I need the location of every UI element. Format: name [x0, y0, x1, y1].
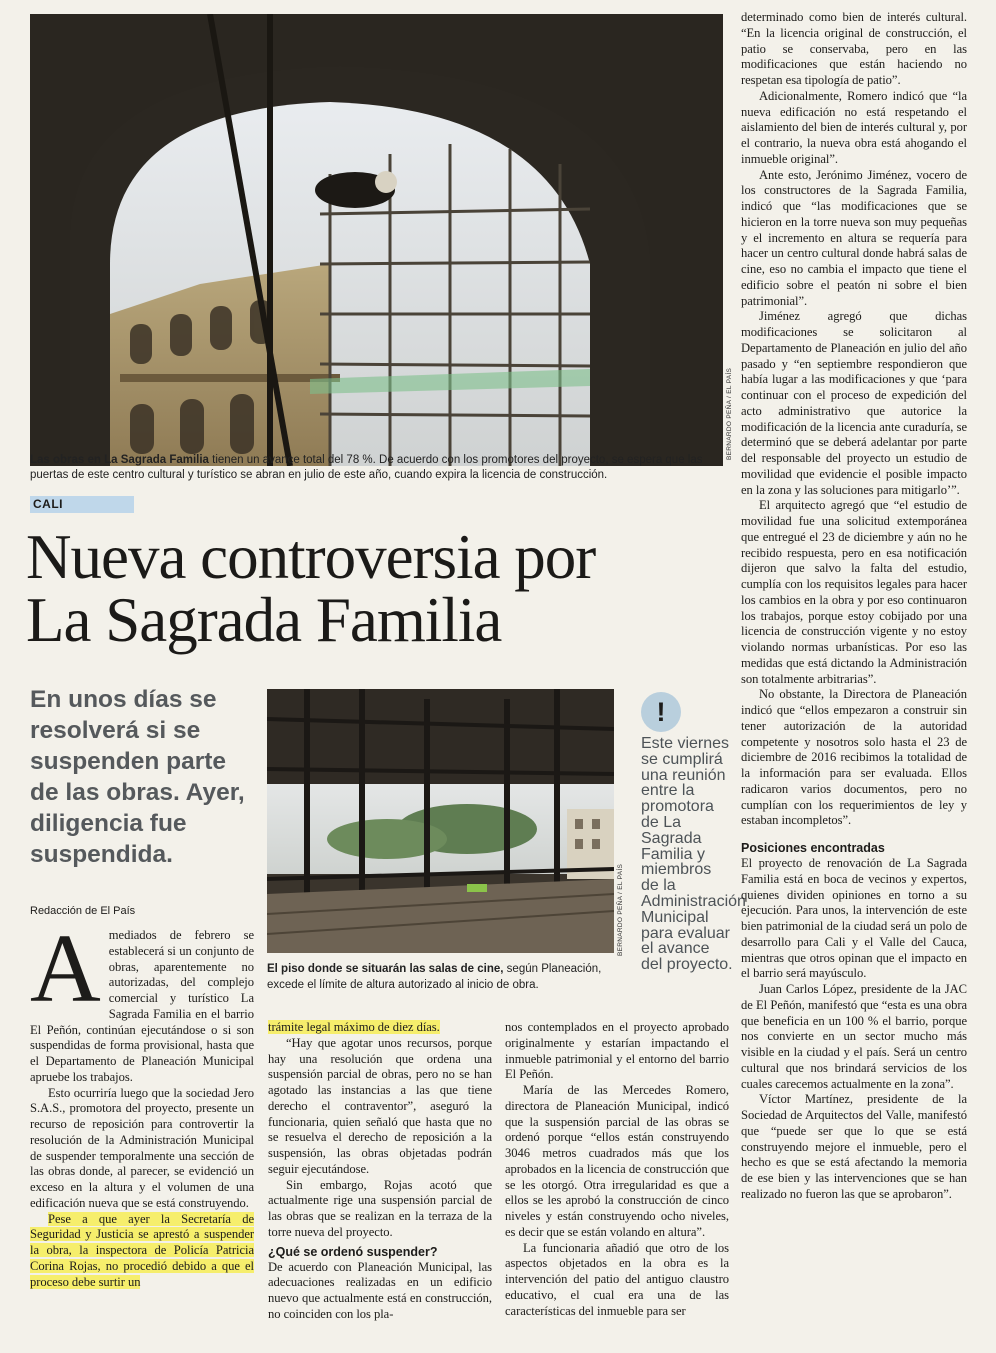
col1-paragraph-3: Pese a que ayer la Secretaría de Seguridad y Justicia se aprestó a suspender la obra, la inspectora de Policía Patricia Corina Rojas, no procedió debido a que el proceso debe surtir un	[30, 1211, 254, 1289]
col3-paragraph-3: La funcionaria añadió que otro de los aspectos objetados en la obra es la intervención del patio del antiguo claustro educativo, el cual era una de las características del inmueble para ser	[505, 1240, 729, 1318]
col4-paragraph-1: determinado como bien de interés cultural. “En la licencia original de construcción, el patio se conservaba, pero en las modificaciones que están haciendo no respetan esa tipología de patio”.	[741, 10, 967, 87]
dropcap: A	[30, 915, 101, 1023]
col4-paragraph-3: Ante esto, Jerónimo Jiménez, vocero de los constructores de la Sagrada Familia, indicó que “las modificaciones que se hicieron en la torre nueva son muy pequeñas y el incremento en altura se requería para hacer un centro cultural donde habrá salas de cine, eso no cambia el impacto que tiene el edificio sobre el peatón ni sobre el bien patrimonial”.	[741, 167, 967, 308]
article-column-4	[741, 10, 967, 1203]
col2-paragraph-3: Sin embargo, Rojas acotó que actualmente rige una suspensión parcial de las obras que se realizan en la terraza de la torre nueva del proyecto.	[268, 1177, 492, 1239]
col4-subhead: Posiciones encontradas	[741, 841, 885, 855]
byline: Redacción de El País	[30, 905, 136, 917]
construction-arch-illustration	[30, 14, 723, 466]
second-photo	[267, 689, 614, 953]
col3-paragraph-2: María de las Mercedes Romero, directora de Planeación Municipal, indicó que la suspensión parcial de las obras se ordenó porque “ellos están construyendo 3046 metros cuadrados más que los aprobados en la licencia de construcción que se les otorgó. Otra irregularidad es que a ellos se les aprobó la construcción de cinco niveles y están construyendo ocho niveles, es decir que se están volando en altura”.	[505, 1083, 729, 1239]
second-photo-credit: BERNARDO PEÑA / EL PAÍS	[617, 863, 624, 956]
top-photo-caption	[30, 453, 730, 483]
sidebar-note-text: Este viernes se cumplirá una reunión entre la promotora de La Sagrada Familia y miembros de la Administración Municipal para evaluar el avance del proyecto.	[641, 735, 746, 974]
second-photo-caption-bold: El piso donde se situarán las salas de cine,	[267, 963, 504, 975]
article-column-3	[505, 1020, 729, 1319]
section-label: CALI	[33, 497, 63, 511]
article-column-2	[268, 1020, 492, 1323]
article-column-1	[30, 915, 254, 1290]
col4-paragraph-6: No obstante, la Directora de Planeación indicó que “ellos empezaron a construir sin tener autorización de la autoridad competente y nosotros solo hasta el 23 de diciembre de 2016 recibimos la totalidad de la información para ser evaluada. Ellos radicaron varios documentos, pero no cumplían con los requerimientos de ley y estaban incompletos”.	[741, 687, 967, 828]
col4-paragraph-2: Adicionalmente, Romero indicó que “la nueva edificación no está respetando el aislamiento del bien de interés cultural y, por el contrario, la nueva obra está ahogando el inmueble original”.	[741, 88, 967, 166]
col4-paragraph-7: El proyecto de renovación de La Sagrada Familia está en boca de vecinos y expertos, quienes dividen opiniones en torno a su ejecución. Para unos, la intervención de este bien patrimonial de la ciudad será un polo de desarrollo para Cali y el Valle del Cauca, mientras que otros opinan que el impacto en el barrio será mayúsculo.	[741, 856, 967, 981]
col1-paragraph-2: Esto ocurriría luego que la sociedad Jero S.A.S., promotora del proyecto, presente un recurso de reposición para controvertir la resolución de la Administración Municipal de suspender temporalmente una sección de las obras donde, al parecer, se evidenció un exceso en la altura y el volumen de una edificación nueva que se está construyendo.	[30, 1085, 254, 1210]
col2-paragraph-2: “Hay que agotar unos recursos, porque hay una resolución que ordena una suspensión parcial de obras, pero no se han agotado las instancias a las que tiene derecho el contraventor”, aseguró la funcionaria, quien señaló que hasta que no se resuelva el derecho de reposición a la suspensión, las obras objetadas podrán seguir ejecutándose.	[268, 1035, 492, 1176]
col2-paragraph-1: trámite legal máximo de diez días.	[268, 1020, 440, 1034]
col1-paragraph-1: mediados de febrero se establecerá si un conjunto de obras, aparentemente no autorizadas, del complejo comercial y turístico La Sagrada Familia en el barrio El Peñón, continúan ejecutándose o si son suspendidas de forma provisional, hasta que el Departamento de Planeación Municipal apruebe los trabajos.	[30, 928, 254, 1084]
second-photo-caption	[267, 962, 612, 993]
headline-line-2: La Sagrada Familia	[26, 585, 502, 655]
top-photo-credit: BERNARDO PEÑA / EL PAÍS	[726, 367, 733, 460]
col4-paragraph-5: El arquitecto agregó que “el estudio de movilidad fue una solicitud extemporánea que entregué el 23 de diciembre y aún no he recibido respuesta, pero en esa notificación dijeron que salvo la falta del estudio, cumplía con los requisitos legales para hacer los cambios en la obra y por eso continuaron los trabajos, porque estoy cobijado por una licencia de construcción vigente y no estoy violando normas urbanísticas. Por eso las medidas que está dictando la Administración son totalmente arbitrarias”.	[741, 498, 967, 686]
top-photo-caption-text: tienen un avance total del 78 %. De acuerdo con los promotores del proyecto, se espera que las puertas de este centro cultural y turístico se abran en julio de este año, cuando expira la licencia de construcción.	[30, 454, 703, 481]
col2-paragraph-4: De acuerdo con Planeación Municipal, las adecuaciones realizadas en un edificio nuevo que actualmente está en construcción, no coinciden con los pla-	[268, 1259, 492, 1321]
col1-paragraph-3-wrap	[30, 1212, 254, 1291]
deck: En unos días se resolverá si se suspenden parte de las obras. Ayer, diligencia fue suspendida.	[30, 686, 245, 868]
top-photo	[30, 14, 723, 466]
exclamation-icon	[641, 692, 681, 732]
top-photo-caption-bold: Las obras en La Sagrada Familia	[30, 454, 209, 466]
headline	[26, 522, 596, 655]
headline-line-1: Nueva controversia por	[26, 522, 596, 592]
col2-paragraph-1-wrap	[268, 1020, 492, 1036]
col4-paragraph-9: Víctor Martínez, presidente de la Sociedad de Arquitectos del Valle, manifestó que “puede ser que lo que se está construyendo mejore el inmueble, pero el hecho es que se está afectando la memoria de ese bien y las intervenciones que se han realizado no fueron las que se aprobaron”.	[741, 1092, 967, 1201]
col3-paragraph-1: nos contemplados en el proyecto aprobado originalmente y estarían impactando el inmueble patrimonial y el entorno del barrio El Peñón.	[505, 1020, 729, 1082]
second-photo-caption-text: según Planeación, excede el límite de altura autorizado al inicio de obra.	[267, 963, 602, 991]
col4-paragraph-8: Juan Carlos López, presidente de la JAC de El Peñón, manifestó que “esta es una obra que beneficia en un 100 % el barrio, porque nos convierte en un sector mucho más visible en la ciudad y el país. Será un centro cultural que nos brindará servicios de los cuales carecemos actualmente en la zona”.	[741, 982, 967, 1091]
col2-subhead: ¿Qué se ordenó suspender?	[268, 1244, 438, 1259]
exclamation-glyph: !	[656, 697, 666, 727]
steel-frame-floor-illustration	[267, 689, 614, 953]
col4-paragraph-4: Jiménez agregó que dichas modificaciones se solicitaron al Departamento de Planeación en julio del año pasado y “en septiembre respondieron que había lugar a las modificaciones y que ‘para continuar con el proceso de expedición del acto administrativo que autorice la modificación de la licencia ante curaduría, se determinó que se deberá adelantar por parte del responsable del proyecto un estudio de movilidad que evidencie el posible impacto en la zona y las soluciones para mitigarlo’”.	[741, 309, 967, 497]
